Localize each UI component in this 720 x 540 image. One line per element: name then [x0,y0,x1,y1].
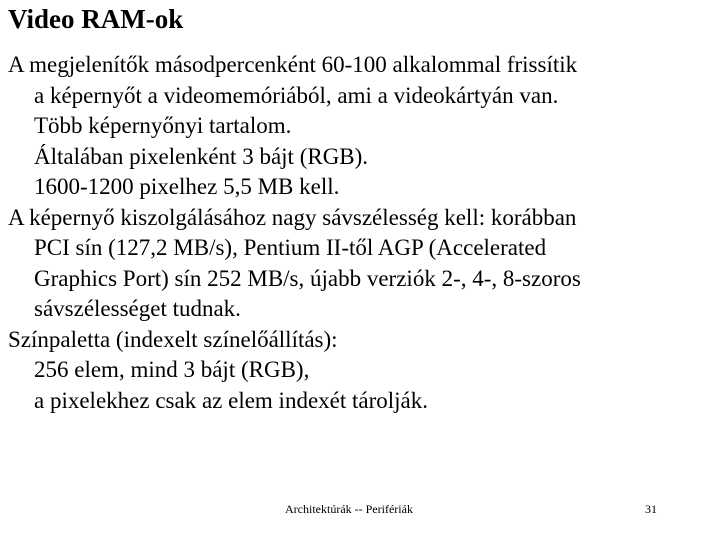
paragraph-frame-buffer [8,50,714,203]
text-line: A képernyő kiszolgálásához nagy sávszélesség kell: korábban [8,204,577,230]
text-line: Graphics Port) sín 252 MB/s, újabb verziók 2-, 4-, 8-szoros [34,265,581,291]
slide-body [8,50,714,416]
text-line: Színpaletta (indexelt színelőállítás): [8,326,338,352]
paragraph-bandwidth [8,203,714,325]
paragraph-palette [8,325,714,417]
text-line: Több képernyőnyi tartalom. [34,113,292,138]
text-line: 1600-1200 pixelhez 5,5 MB kell. [34,174,340,199]
text-line: Általában pixelenként 3 bájt (RGB). [34,143,369,169]
text-line: PCI sín (127,2 MB/s), Pentium II-től AGP (Accelerated [34,235,547,260]
text-line: a képernyőt a videomemóriából, ami a videokártyán van. [34,82,559,108]
footer-text: Architektúrák -- Perifériák [285,502,413,516]
text-line: 256 elem, mind 3 bájt (RGB), [34,357,310,382]
text-line: a pixelekhez csak az elem indexét tárolják. [34,387,428,413]
page-number: 31 [645,502,657,516]
text-line: A megjelenítők másodpercenként 60-100 alkalommal frissítik [8,52,578,77]
slide-title: Video RAM-ok [8,4,184,34]
text-line: sávszélességet tudnak. [34,296,241,321]
